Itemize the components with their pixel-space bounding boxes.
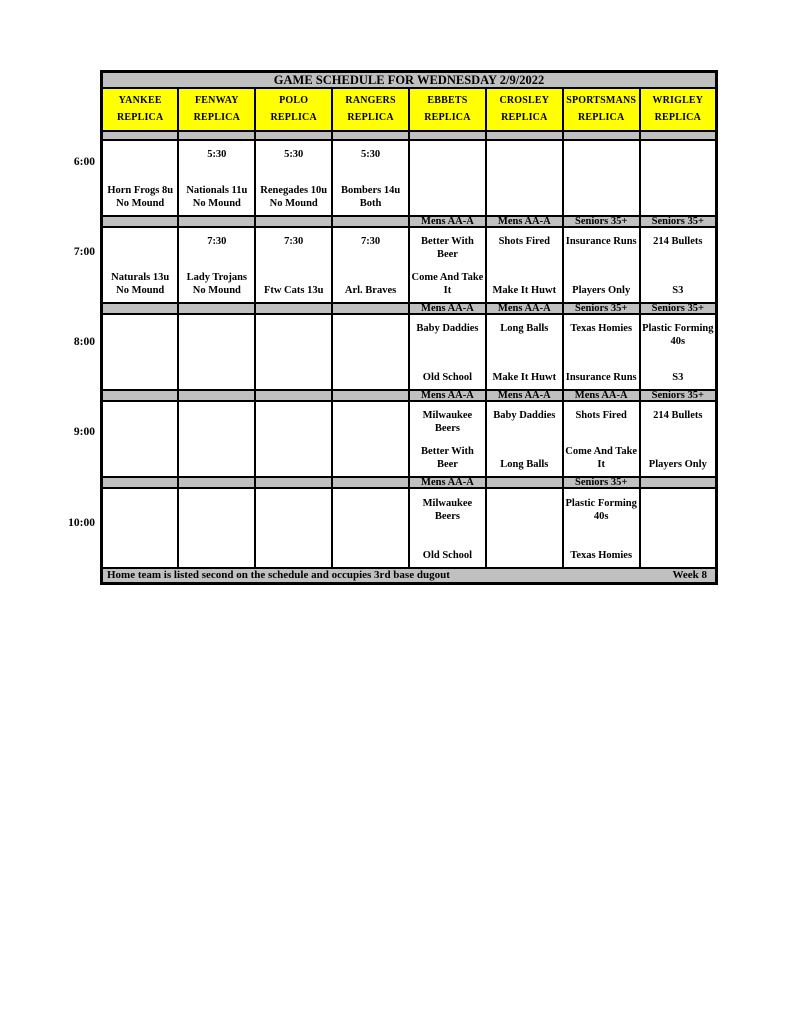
division-cell xyxy=(640,131,717,140)
field-type: REPLICA xyxy=(501,112,548,123)
game-cell xyxy=(409,227,486,303)
division-cell xyxy=(563,131,640,140)
field-header-fenway xyxy=(178,88,255,131)
game-row-6 xyxy=(102,140,717,216)
division-cell xyxy=(409,131,486,140)
game-cell xyxy=(640,401,717,477)
game-bottom: Bombers 14u Both xyxy=(340,185,401,209)
division-cell xyxy=(178,477,255,488)
game-bottom: Players Only xyxy=(648,458,707,470)
game-bottom: Come And Take It xyxy=(565,446,638,470)
game-cell xyxy=(178,314,255,390)
time-label-6: 6:00 xyxy=(73,156,95,168)
field-header-ebbets xyxy=(409,88,486,131)
game-bottom: Ftw Cats 13u xyxy=(263,284,324,296)
game-bottom: Make It Huwt xyxy=(492,371,557,383)
game-top: 7:30 xyxy=(207,236,227,247)
home-team-note: Home team is listed second on the schedule and occupies 3rd base dugout xyxy=(107,569,450,581)
game-bottom: Texas Homies xyxy=(570,549,633,561)
division-cell xyxy=(332,131,409,140)
division-cell xyxy=(178,390,255,401)
division-cell: Mens AA-A xyxy=(486,303,563,314)
division-cell: Mens AA-A xyxy=(486,390,563,401)
game-cell xyxy=(486,488,563,568)
game-schedule-table xyxy=(100,70,718,585)
title-row xyxy=(102,72,717,89)
game-bottom: Make It Huwt xyxy=(492,284,557,296)
time-label-8: 8:00 xyxy=(73,336,95,348)
field-type: REPLICA xyxy=(654,112,702,123)
game-bottom: Arl. Braves xyxy=(344,284,397,296)
field-header-sportsmans xyxy=(563,88,640,131)
game-top: Long Balls xyxy=(500,323,549,334)
field-name: YANKEE xyxy=(118,95,162,106)
game-cell xyxy=(255,488,332,568)
field-header-crosley xyxy=(486,88,563,131)
division-cell: Mens AA-A xyxy=(563,390,640,401)
game-top: Shots Fired xyxy=(575,410,627,421)
division-cell xyxy=(486,131,563,140)
game-cell xyxy=(178,401,255,477)
game-bottom: Naturals 13u No Mound xyxy=(111,272,170,296)
game-cell xyxy=(102,488,179,568)
game-cell xyxy=(102,401,179,477)
game-cell xyxy=(255,140,332,216)
field-header-polo xyxy=(255,88,332,131)
division-cell xyxy=(332,477,409,488)
game-cell xyxy=(486,227,563,303)
footer-cell xyxy=(102,568,717,584)
game-bottom: Nationals 11u No Mound xyxy=(186,185,248,209)
game-cell xyxy=(332,227,409,303)
game-cell xyxy=(409,314,486,390)
game-top: Shots Fired xyxy=(498,236,551,247)
game-cell xyxy=(178,140,255,216)
division-cell xyxy=(102,390,179,401)
field-type: REPLICA xyxy=(193,112,241,123)
game-cell xyxy=(640,227,717,303)
game-row-10 xyxy=(102,488,717,568)
division-row-6 xyxy=(102,131,717,140)
game-bottom: Insurance Runs xyxy=(565,371,637,383)
division-cell: Seniors 35+ xyxy=(640,303,717,314)
game-cell xyxy=(178,227,255,303)
game-cell xyxy=(102,314,179,390)
game-cell xyxy=(563,140,640,216)
field-name: WRIGLEY xyxy=(652,95,704,106)
game-bottom: Old School xyxy=(422,371,473,383)
division-cell xyxy=(255,477,332,488)
division-cell xyxy=(332,390,409,401)
field-name: POLO xyxy=(279,95,309,106)
division-cell xyxy=(102,216,179,227)
week-label: Week 8 xyxy=(672,569,707,581)
game-top: Plastic Forming 40s xyxy=(642,323,714,347)
game-cell xyxy=(332,140,409,216)
division-cell xyxy=(255,216,332,227)
field-type: REPLICA xyxy=(424,112,471,123)
game-cell xyxy=(332,314,409,390)
game-cell xyxy=(255,227,332,303)
time-label-9: 9:00 xyxy=(73,426,95,438)
game-top: 7:30 xyxy=(284,236,304,247)
game-top: 7:30 xyxy=(360,236,381,247)
field-header-wrigley xyxy=(640,88,717,131)
game-top: Better With Beer xyxy=(421,236,474,260)
field-type: REPLICA xyxy=(270,112,317,123)
game-cell xyxy=(486,140,563,216)
game-bottom: Old School xyxy=(422,549,473,561)
field-name: FENWAY xyxy=(195,95,239,106)
game-cell xyxy=(640,488,717,568)
game-row-8 xyxy=(102,314,717,390)
field-header-yankee xyxy=(102,88,179,131)
division-cell xyxy=(332,216,409,227)
division-cell xyxy=(178,131,255,140)
game-bottom: Renegades 10u No Mound xyxy=(260,185,328,209)
game-cell xyxy=(255,401,332,477)
division-cell: Seniors 35+ xyxy=(640,390,717,401)
game-bottom: Long Balls xyxy=(500,458,549,470)
game-top: 5:30 xyxy=(284,149,304,160)
division-cell xyxy=(178,303,255,314)
game-cell xyxy=(332,401,409,477)
game-bottom: S3 xyxy=(672,371,684,383)
game-cell xyxy=(409,140,486,216)
division-cell: Seniors 35+ xyxy=(563,216,640,227)
game-row-7 xyxy=(102,227,717,303)
game-cell xyxy=(640,314,717,390)
game-top: 5:30 xyxy=(360,149,381,160)
game-cell xyxy=(332,488,409,568)
game-cell xyxy=(640,140,717,216)
game-top: Baby Daddies xyxy=(493,410,556,421)
game-cell xyxy=(178,488,255,568)
division-cell xyxy=(486,477,563,488)
division-cell xyxy=(178,216,255,227)
game-top: 214 Bullets xyxy=(653,236,703,247)
game-cell xyxy=(409,488,486,568)
division-cell xyxy=(255,303,332,314)
division-cell: Mens AA-A xyxy=(409,477,486,488)
game-top: 214 Bullets xyxy=(653,410,703,421)
division-cell xyxy=(102,131,179,140)
game-cell xyxy=(563,401,640,477)
schedule-title: GAME SCHEDULE FOR WEDNESDAY 2/9/2022 xyxy=(102,72,717,89)
game-bottom: Players Only xyxy=(572,284,631,296)
game-cell xyxy=(563,227,640,303)
game-top: Insurance Runs xyxy=(565,236,637,247)
game-bottom: Lady Trojans No Mound xyxy=(186,272,248,296)
field-name: RANGERS xyxy=(345,95,396,106)
game-top: Plastic Forming 40s xyxy=(565,498,637,522)
game-bottom: Better With Beer xyxy=(421,446,474,470)
game-top: Milwaukee Beers xyxy=(422,498,473,522)
division-cell: Seniors 35+ xyxy=(640,216,717,227)
time-label-7: 7:00 xyxy=(73,246,95,258)
time-label-10: 10:00 xyxy=(68,517,95,529)
field-header-rangers xyxy=(332,88,409,131)
game-cell xyxy=(409,401,486,477)
field-type: REPLICA xyxy=(116,112,164,123)
game-bottom: Come And Take It xyxy=(411,272,484,296)
game-top: Baby Daddies xyxy=(416,323,479,334)
division-cell xyxy=(102,303,179,314)
division-cell xyxy=(255,131,332,140)
game-cell xyxy=(563,488,640,568)
division-cell: Seniors 35+ xyxy=(563,303,640,314)
division-cell xyxy=(102,477,179,488)
division-cell xyxy=(255,390,332,401)
division-row-10 xyxy=(102,477,717,488)
division-cell: Mens AA-A xyxy=(409,303,486,314)
division-cell: Mens AA-A xyxy=(409,390,486,401)
field-type: REPLICA xyxy=(347,112,394,123)
game-top: 5:30 xyxy=(207,149,227,160)
field-name: SPORTSMANS xyxy=(566,95,637,106)
field-header-row xyxy=(102,88,717,131)
division-row-8 xyxy=(102,303,717,314)
division-row-7 xyxy=(102,216,717,227)
division-cell: Seniors 35+ xyxy=(563,477,640,488)
game-cell xyxy=(563,314,640,390)
game-cell xyxy=(102,227,179,303)
game-top: Texas Homies xyxy=(570,323,633,334)
game-row-9 xyxy=(102,401,717,477)
game-cell xyxy=(486,314,563,390)
game-cell xyxy=(255,314,332,390)
division-cell xyxy=(332,303,409,314)
field-name: EBBETS xyxy=(427,95,468,106)
division-row-9 xyxy=(102,390,717,401)
game-bottom: Horn Frogs 8u No Mound xyxy=(107,185,174,209)
division-cell xyxy=(640,477,717,488)
field-type: REPLICA xyxy=(577,112,625,123)
division-cell: Mens AA-A xyxy=(409,216,486,227)
game-top: Milwaukee Beers xyxy=(422,410,473,434)
footer-row xyxy=(102,568,717,584)
field-name: CROSLEY xyxy=(499,95,550,106)
game-cell xyxy=(102,140,179,216)
game-bottom: S3 xyxy=(672,284,684,296)
division-cell: Mens AA-A xyxy=(486,216,563,227)
game-cell xyxy=(486,401,563,477)
